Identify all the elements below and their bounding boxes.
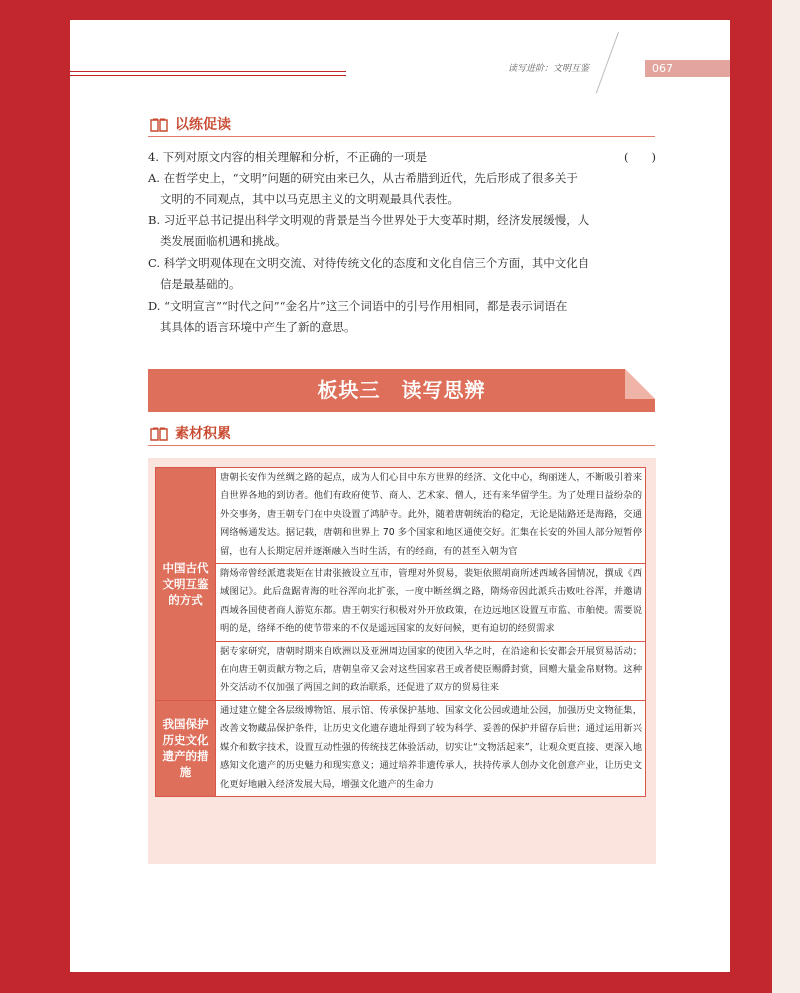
table-row <box>156 641 646 700</box>
book-icon <box>150 427 168 441</box>
header-rule-lower <box>70 75 346 76</box>
option-d-line2: 其具体的语言环境中产生了新的意思。 <box>160 320 356 334</box>
answer-blank: ( ) <box>624 150 656 164</box>
table-cell: 隋炀帝曾经派遣裴矩在甘肃张掖设立互市，管理对外贸易，裴矩依照胡商所述西域各国情况，撰成《西域图记》。此后盘踞青海的吐谷浑向北扩张，一度中断丝绸之路，隋炀帝因此派兵击败吐谷浑，并邀请西域各国使者商人游览东都。唐王朝实行积极对外开放政策，在边远地区设置互市监、市舶使。需要说明的是，络绎不绝的使节带来的不仅是遥远国家的友好问候，更有迫切的经贸需求 <box>216 564 646 642</box>
materials-table-panel <box>148 458 656 864</box>
option-d <box>148 296 656 338</box>
page-number: 067 <box>645 60 730 77</box>
table-cell: 唐朝长安作为丝绸之路的起点，成为人们心目中东方世界的经济、文化中心，绚丽迷人，不断吸引着来自世界各地的到访者。他们有政府使节、商人、艺术家、僧人，还有来华留学生。为了处理日益纷杂的外交事务，唐王朝专门在中央设置了鸿胪寺。此外，随着唐朝统治的稳定，无论是陆路还是海路，交通网络畅通发达。据记载，唐朝和世界上 70 多个国家和地区通使交好。汇集在长安的外国人部分短暂停留，也有人长期定居并逐渐融入当时生活，有的经商，有的甚至入朝为官 <box>216 468 646 564</box>
option-c <box>148 253 656 295</box>
materials-table <box>155 467 646 797</box>
question-stem <box>148 147 656 168</box>
row-label-ancient: 中国古代文明互鉴的方式 <box>156 468 216 701</box>
row-label-heritage: 我国保护历史文化遗产的措施 <box>156 700 216 796</box>
option-b-line2: 类发展面临机遇和挑战。 <box>160 234 287 248</box>
table-cell: 通过建立健全各层级博物馆、展示馆、传承保护基地、国家文化公园或遗址公园，加强历史文物征集，改善文物藏品保护条件，让历史文化遗存遗址得到了较为科学、妥善的保护并留存后世；通过运用新兴媒介和数字技术，设置互动性强的传统技艺体验活动，切实让“文物活起来”，让观众更直接、更深入地感知文化遗产的历史魅力和现实意义；通过培养非遗传承人，扶持传承人创办文化创意产业，让历史文化更好地融入经济发展大局，增强文化遗产的生命力 <box>216 700 646 796</box>
materials-heading-title: 素材积累 <box>175 426 231 442</box>
table-cell: 据专家研究，唐朝时期来自欧洲以及亚洲周边国家的使团入华之时，在沿途和长安都会开展贸易活动；在向唐王朝贡献方物之后，唐朝皇帝又会对这些国家君王或者使臣赐爵封赏，回赠大量金帛财物。这种外交活动不仅加强了两国之间的政治联系，还促进了双方的贸易往来 <box>216 641 646 700</box>
table-row <box>156 700 646 796</box>
option-d-line1: D. “文明宣言”“时代之问”“金名片”这三个词语中的引号作用相同，都是表示词语在 <box>148 299 568 313</box>
practice-heading-title: 以练促读 <box>175 117 231 133</box>
option-a-line1: A. 在哲学史上，“文明”问题的研究由来已久，从古希腊到近代，先后形成了很多关于 <box>148 171 578 185</box>
book-page <box>70 20 730 972</box>
option-b-line1: B. 习近平总书记提出科学文明观的背景是当今世界处于大变革时期，经济发展缓慢，人 <box>148 213 590 227</box>
option-c-line2: 信是最基础的。 <box>160 277 241 291</box>
option-a <box>148 168 656 210</box>
option-b <box>148 210 656 252</box>
table-row <box>156 468 646 564</box>
option-a-line2: 文明的不同观点，其中以马克思主义的文明观最具代表性。 <box>160 192 459 206</box>
materials-heading <box>148 425 655 446</box>
header-divider <box>596 32 619 93</box>
practice-heading <box>148 116 655 137</box>
header-rule <box>70 71 346 72</box>
option-c-line1: C. 科学文明观体现在文明交流、对待传统文化的态度和文化自信三个方面，其中文化自 <box>148 256 590 270</box>
section-banner <box>148 369 655 412</box>
book-icon <box>150 118 168 132</box>
running-header: 读写进阶：文明互鉴 <box>508 64 590 74</box>
banner-title: 板块三 读写思辨 <box>317 378 486 402</box>
table-row <box>156 564 646 642</box>
question-text: 4. 下列对原文内容的相关理解和分析，不正确的一项是 <box>148 150 428 164</box>
